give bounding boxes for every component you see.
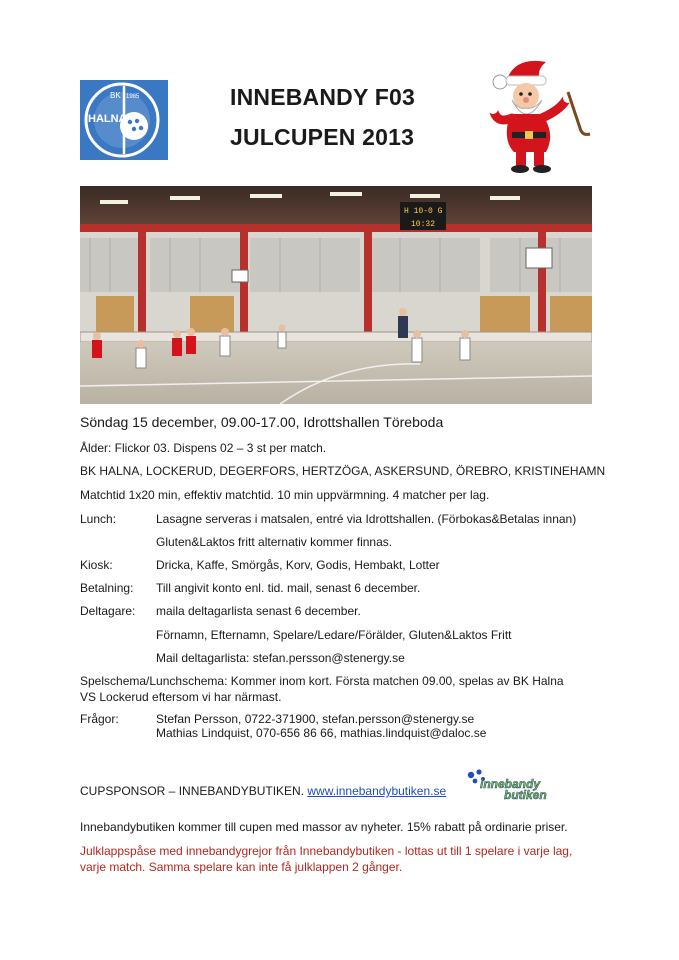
questions-label: Frågor:	[80, 712, 119, 726]
lunch-value-2: Gluten&Laktos fritt alternativ kommer finnas.	[156, 535, 393, 549]
teams-line: BK HALNA, LOCKERUD, DEGERFORS, HERTZÖGA, ASKERSUND, ÖREBRO, KRISTINEHAMN	[80, 464, 606, 478]
scoreboard-time: 10:32	[411, 220, 436, 229]
payment-label: Betalning:	[80, 581, 134, 595]
questions-value-1: Stefan Persson, 0722-371900, stefan.persson@stenergy.se	[156, 712, 475, 726]
sponsor-note: Innebandybutiken kommer till cupen med massor av nyheter. 15% rabatt på ordinarie priser.	[80, 820, 568, 834]
title-line-1: INNEBANDY F03	[230, 84, 415, 110]
halna-logo-bk: BK	[110, 91, 121, 100]
participants-value-3: Mail deltagarlista: stefan.persson@stenergy.se	[156, 651, 405, 665]
santa-illustration	[484, 52, 596, 178]
halna-logo-year: 1985	[126, 94, 140, 100]
kiosk-label: Kiosk:	[80, 558, 113, 572]
sponsor-link[interactable]: www.innebandybutiken.se	[307, 784, 447, 798]
participants-value-2: Förnamn, Efternamn, Spelare/Ledare/Förälder, Gluten&Laktos Fritt	[156, 628, 512, 642]
halna-logo-name: HALNA	[88, 113, 127, 125]
event-heading: Söndag 15 december, 09.00-17.00, Idrottshallen Töreboda	[80, 414, 444, 430]
participants-value-1: maila deltagarlista senast 6 december.	[156, 604, 361, 618]
title-line-2: JULCUPEN 2013	[230, 124, 415, 150]
prize-text: Julklappspåse med innebandygrejor från Innebandybutiken - lottas ut till 1 spelare i varje lag, varje match. Samma spelare kan inte få julklappen 2 gånger.	[80, 844, 573, 874]
payment-value: Till angivit konto enl. tid. mail, senast 6 december.	[156, 581, 421, 595]
schedule-text: Spelschema/Lunchschema: Kommer inom kort. Första matchen 09.00, spelas av BK Halna VS Lockerud eftersom vi har närmast.	[80, 674, 564, 704]
participants-label: Deltagare:	[80, 604, 136, 618]
halna-logo	[80, 80, 168, 160]
sponsor-line	[80, 784, 446, 798]
scoreboard-score: H 10-0 G	[404, 207, 443, 216]
gym-photo	[80, 186, 592, 404]
match-time-line: Matchtid 1x20 min, effektiv matchtid. 10 min uppvärmning. 4 matcher per lag.	[80, 488, 490, 502]
lunch-value-1: Lasagne serveras i matsalen, entré via Idrottshallen. (Förbokas&Betalas innan)	[156, 512, 577, 526]
innebandybutiken-logo	[466, 768, 560, 802]
sponsor-label: CUPSPONSOR – INNEBANDYBUTIKEN.	[80, 784, 305, 798]
ib-logo-line-1: innebandy	[480, 777, 541, 791]
lunch-label: Lunch:	[80, 512, 117, 526]
age-line: Ålder: Flickor 03. Dispens 02 – 3 st per match.	[80, 441, 327, 455]
questions-value-2: Mathias Lindquist, 070-656 86 66, mathias.lindquist@daloc.se	[156, 726, 487, 740]
kiosk-value: Dricka, Kaffe, Smörgås, Korv, Godis, Hembakt, Lotter	[156, 558, 440, 572]
ib-logo-line-2: butiken	[504, 788, 547, 802]
halna-logo-emblem	[80, 80, 168, 160]
